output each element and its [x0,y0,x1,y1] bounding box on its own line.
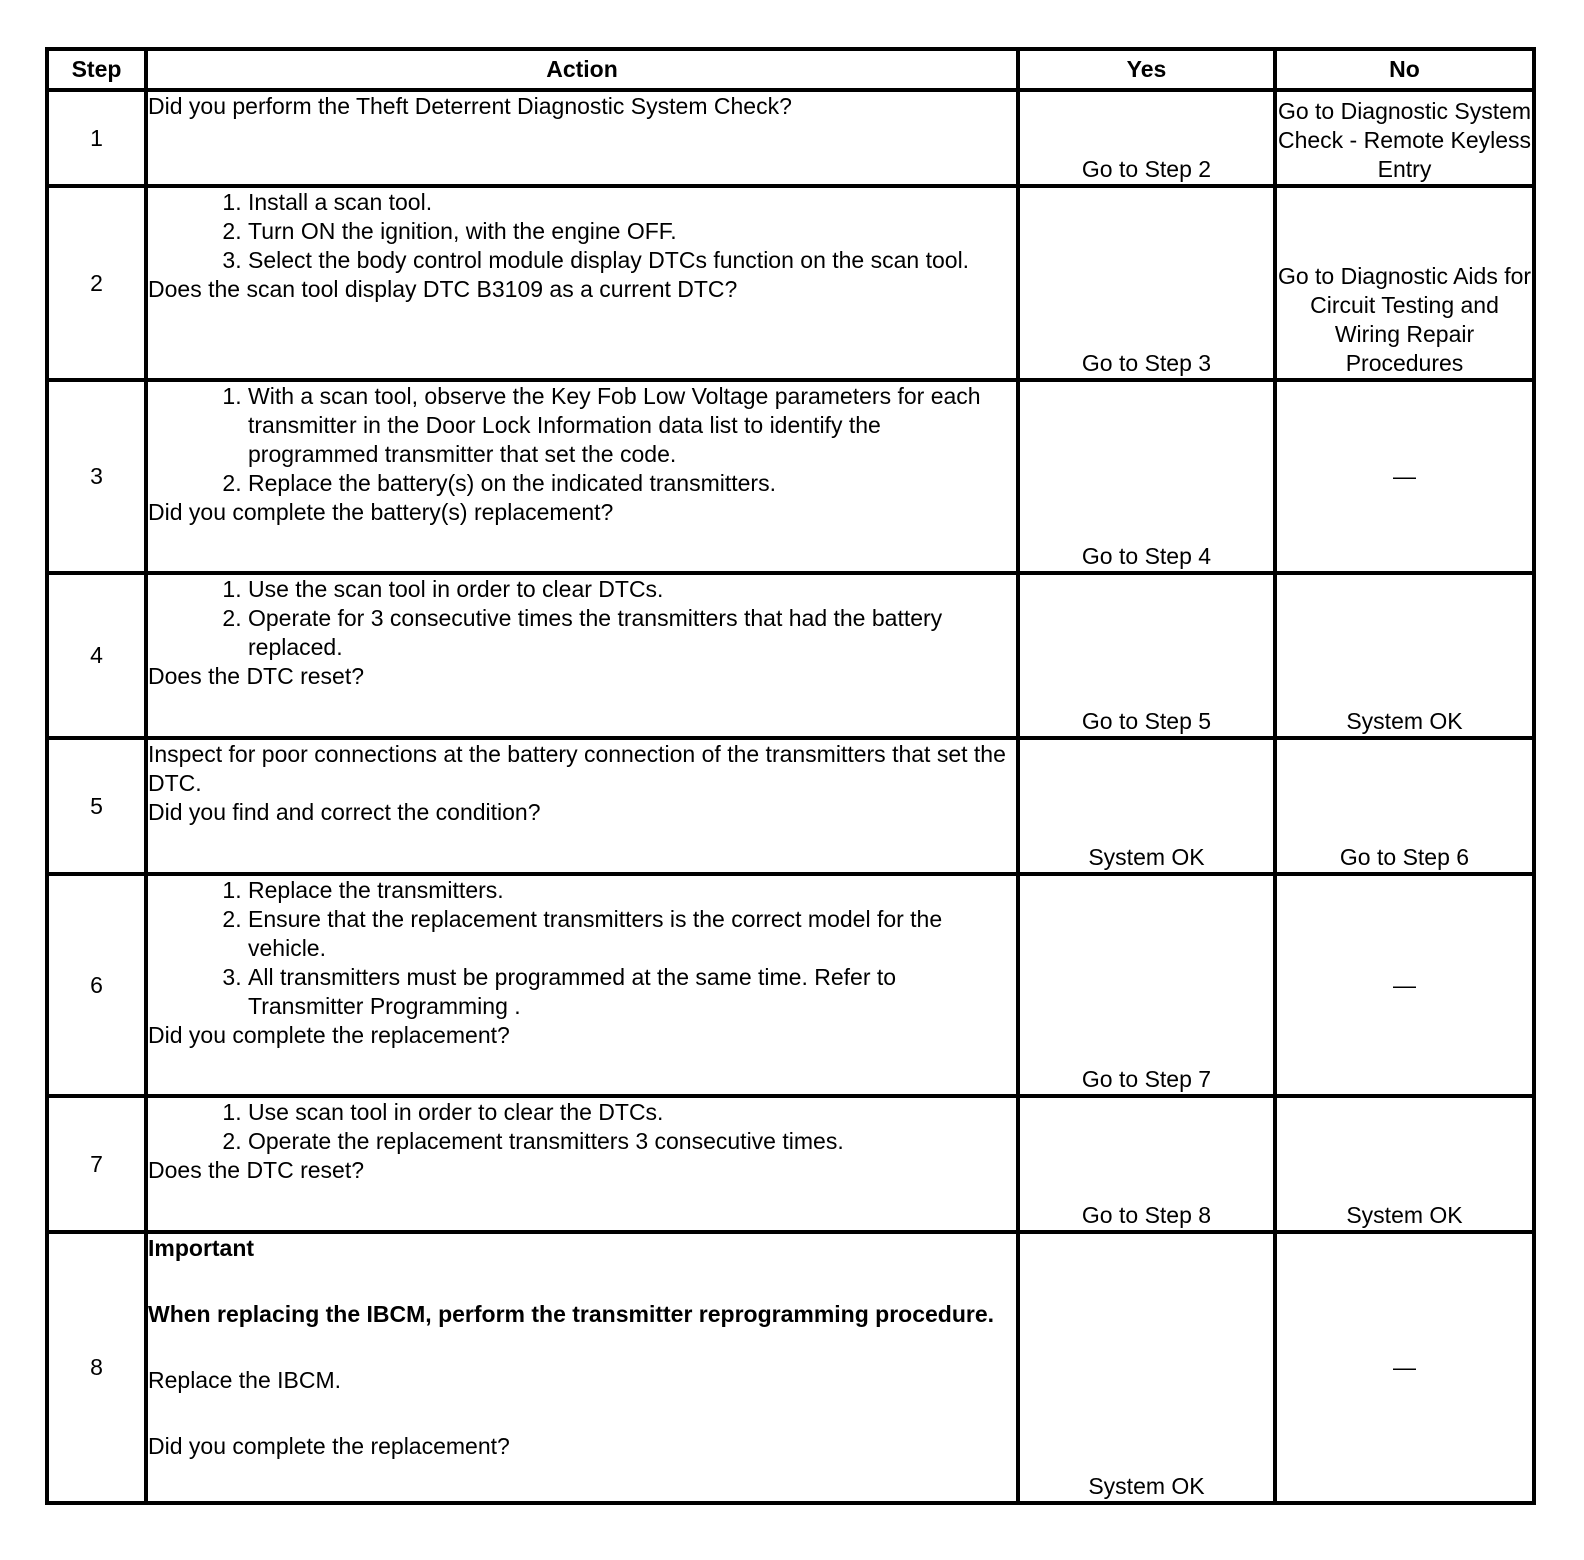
no-cell: — [1275,380,1534,573]
list-item: 2. Operate the replacement transmitters 3 consecutive times. [248,1127,1016,1156]
table-row [47,1096,1534,1232]
yes-cell: Go to Step 4 [1018,380,1275,573]
step-number: 6 [47,874,146,1096]
header-no: No [1275,49,1534,90]
action-text: Inspect for poor connections at the battery connection of the transmitters that set the DTC. [148,741,1006,796]
action-question: Did you complete the replacement? [148,1433,510,1459]
table-row [47,1232,1534,1503]
table-row [47,738,1534,874]
action-cell [146,874,1018,1096]
list-item: 2. Ensure that the replacement transmitters is the correct model for the vehicle. [248,905,1016,963]
table-row [47,380,1534,573]
header-step: Step [47,49,146,90]
yes-cell: Go to Step 8 [1018,1096,1275,1232]
action-text: Replace the IBCM. [148,1367,342,1393]
action-steps-list [148,382,1016,498]
list-item: 2. Turn ON the ignition, with the engine OFF. [248,217,1016,246]
yes-cell: Go to Step 3 [1018,186,1275,380]
action-steps-list [148,1098,1016,1156]
list-item: 3. All transmitters must be programmed at the same time. Refer to Transmitter Programming . [248,963,1016,1021]
step-number: 4 [47,573,146,738]
no-cell: System OK [1275,1096,1534,1232]
action-question: Did you complete the replacement? [148,1022,510,1048]
table-row [47,874,1534,1096]
yes-cell: Go to Step 5 [1018,573,1275,738]
list-item: 1. Use scan tool in order to clear the DTCs. [248,1098,1016,1127]
list-item: 3. Select the body control module display DTCs function on the scan tool. [248,246,1016,275]
yes-cell: Go to Step 2 [1018,90,1275,186]
step-number: 8 [47,1232,146,1503]
action-steps-list [148,575,1016,662]
action-cell [146,186,1018,380]
action-cell [146,1096,1018,1232]
step-number: 5 [47,738,146,874]
important-text: When replacing the IBCM, perform the transmitter reprogramming procedure. [148,1301,995,1327]
no-cell: Go to Step 6 [1275,738,1534,874]
action-question: Did you find and correct the condition? [148,799,541,825]
step-number: 2 [47,186,146,380]
table-row [47,573,1534,738]
action-question: Does the scan tool display DTC B3109 as a current DTC? [148,276,738,302]
table-row [47,90,1534,186]
no-cell: Go to Diagnostic System Check - Remote Keyless Entry [1275,90,1534,186]
no-cell: — [1275,874,1534,1096]
step-number: 7 [47,1096,146,1232]
step-number: 3 [47,380,146,573]
list-item: 1. Install a scan tool. [248,188,1016,217]
no-cell: System OK [1275,573,1534,738]
action-cell [146,1232,1018,1503]
action-cell [146,573,1018,738]
list-item: 2. Replace the battery(s) on the indicated transmitters. [248,469,1016,498]
yes-cell: System OK [1018,738,1275,874]
action-cell [146,90,1018,186]
list-item: 2. Operate for 3 consecutive times the transmitters that had the battery replaced. [248,604,1016,662]
step-number: 1 [47,90,146,186]
no-cell: — [1275,1232,1534,1503]
yes-cell: System OK [1018,1232,1275,1503]
action-cell [146,738,1018,874]
action-cell [146,380,1018,573]
action-question: Does the DTC reset? [148,1157,365,1183]
yes-cell: Go to Step 7 [1018,874,1275,1096]
list-item: 1. Use the scan tool in order to clear DTCs. [248,575,1016,604]
action-question: Did you complete the battery(s) replacement? [148,499,614,525]
action-text: Did you perform the Theft Deterrent Diagnostic System Check? [148,93,792,119]
important-heading: Important [148,1235,255,1261]
action-steps-list [148,876,1016,1021]
action-question: Does the DTC reset? [148,663,365,689]
header-action: Action [146,49,1018,90]
header-yes: Yes [1018,49,1275,90]
list-item: 1. Replace the transmitters. [248,876,1016,905]
table-row [47,186,1534,380]
list-item: 1. With a scan tool, observe the Key Fob Low Voltage parameters for each transmitter in the Door Lock Information data list to identify the programmed transmitter that set the code. [248,382,1016,469]
no-cell: Go to Diagnostic Aids for Circuit Testing and Wiring Repair Procedures [1275,186,1534,380]
header-row [47,49,1534,90]
action-steps-list [148,188,1016,275]
diagnostic-table [45,47,1536,1505]
